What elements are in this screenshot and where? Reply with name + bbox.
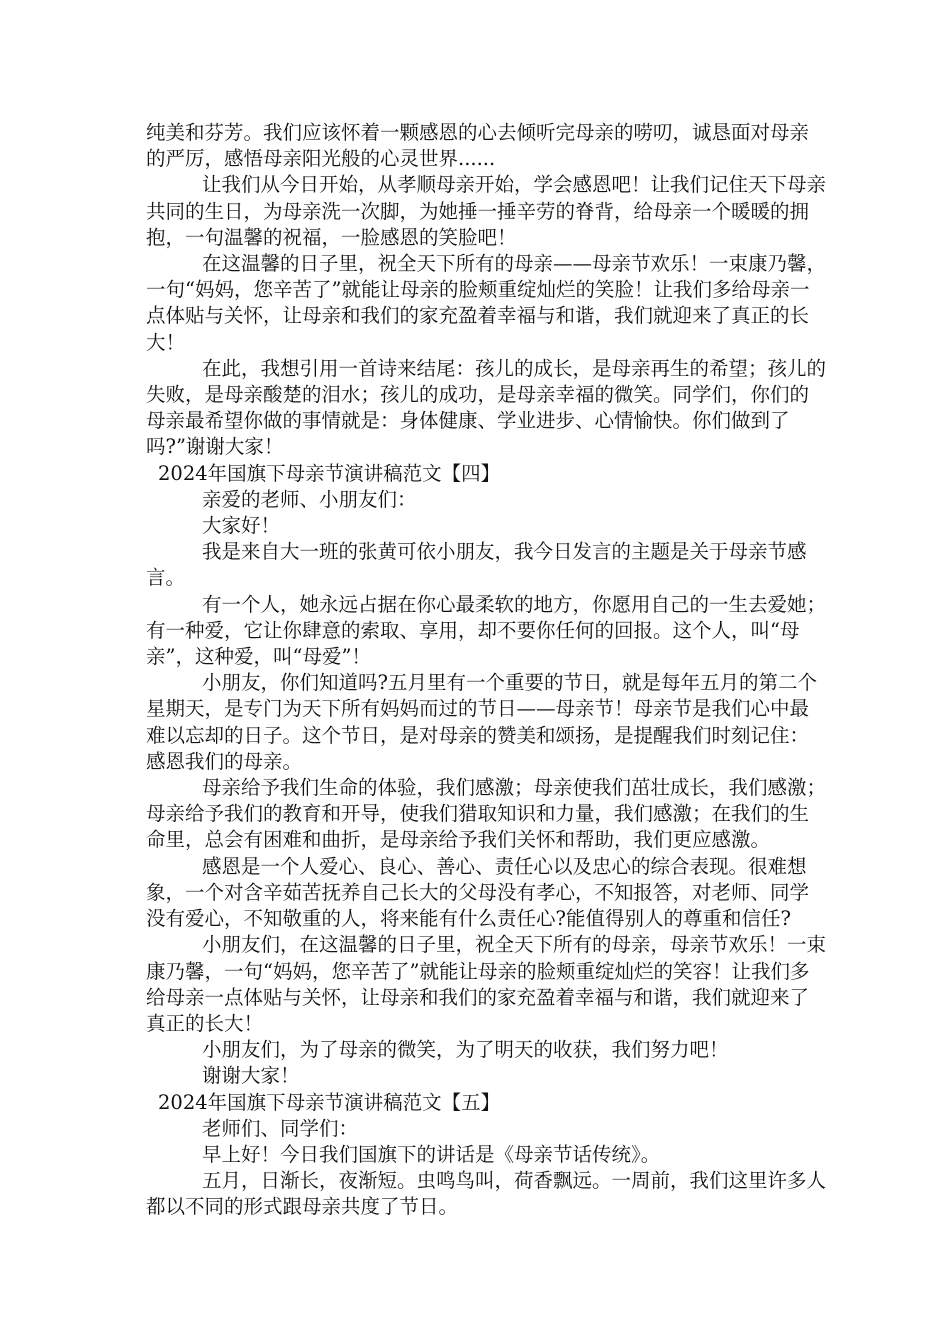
paragraph: 在这温馨的日子里，祝全天下所有的母亲——母亲节欢乐！一束康乃馨，一句“妈妈，您辛苦了”就能让母亲的脸颊重绽灿烂的笑脸！让我们多给母亲一点体贴与关怀，让母亲和我们的家充盈着幸福与和谐，我们就迎来了真正的长大！: [146, 252, 827, 354]
paragraph: 母亲给予我们生命的体验，我们感激；母亲使我们茁壮成长，我们感激；母亲给予我们的教育和开导，使我们猎取知识和力量，我们感激；在我们的生命里，总会有困难和曲折，是母亲给予我们关怀和帮助，我们更应感激。: [146, 776, 827, 852]
paragraph: 亲爱的老师、小朋友们：: [202, 487, 417, 511]
paragraph: 五月，日渐长，夜渐短。虫鸣鸟叫，荷香飘远。一周前，我们这里许多人都以不同的形式跟母亲共度了节日。: [146, 1169, 827, 1219]
paragraph: 让我们从今日开始，从孝顺母亲开始，学会感恩吧！让我们记住天下母亲共同的生日，为母亲洗一次脚，为她捶一捶辛劳的脊背，给母亲一个暖暖的拥抱，一句温馨的祝福，一脸感恩的笑脸吧！: [146, 173, 827, 249]
paragraph: 感恩是一个人爱心、良心、善心、责任心以及忠心的综合表现。很难想象，一个对含辛茹苦抚养自己长大的父母没有孝心，不知报答，对老师、同学没有爱心，不知敬重的人，将来能有什么责任心?能值得别人的尊重和信任?: [146, 854, 810, 931]
paragraph: 有一个人，她永远占据在你心最柔软的地方，你愿用自己的一生去爱她；有一种爱，它让你肆意的索取、享用，却不要你任何的回报。这个人，叫“母亲”，这种爱，叫“母爱”！: [146, 592, 827, 669]
paragraph: 小朋友们，为了母亲的微笑，为了明天的收获，我们努力吧！: [202, 1038, 729, 1062]
section-heading: 2024年国旗下母亲节演讲稿范文【五】: [158, 1090, 501, 1114]
paragraph: 谢谢大家！: [202, 1064, 300, 1088]
paragraph: 大家好！: [202, 514, 281, 538]
paragraph: 小朋友，你们知道吗?五月里有一个重要的节日，就是每年五月的第二个星期天，是专门为天下所有妈妈而过的节日——母亲节！母亲节是我们心中最难以忘却的日子。这个节日，是对母亲的赞美和颂扬，是提醒我们时刻记住：感恩我们的母亲。: [146, 671, 817, 773]
paragraph: 我是来自大一班的张黄可依小朋友，我今日发言的主题是关于母亲节感言。: [146, 540, 807, 590]
section-heading: 2024年国旗下母亲节演讲稿范文【四】: [158, 461, 501, 485]
paragraph: 小朋友们，在这温馨的日子里，祝全天下所有的母亲，母亲节欢乐！一束康乃馨，一句“妈妈，您辛苦了”就能让母亲的脸颊重绽灿烂的笑容！让我们多给母亲一点体贴与关怀，让母亲和我们的家充盈着幸福与和谐，我们就迎来了真正的长大！: [146, 933, 827, 1035]
document-body: [146, 120, 826, 1221]
paragraph: 早上好！今日我们国旗下的讲话是《母亲节话传统》。: [202, 1142, 661, 1166]
paragraph: 纯美和芬芳。我们应该怀着一颗感恩的心去倾听完母亲的唠叨，诚恳面对母亲的严厉，感悟母亲阳光般的心灵世界......: [146, 121, 810, 171]
paragraph: 在此，我想引用一首诗来结尾：孩儿的成长，是母亲再生的希望；孩儿的失败，是母亲酸楚的泪水；孩儿的成功，是母亲幸福的微笑。同学们，你们的母亲最希望你做的事情就是：身体健康、学业进步、心情愉快。你们做到了吗?”谢谢大家！: [146, 356, 827, 459]
paragraph: 老师们、同学们：: [202, 1116, 359, 1140]
